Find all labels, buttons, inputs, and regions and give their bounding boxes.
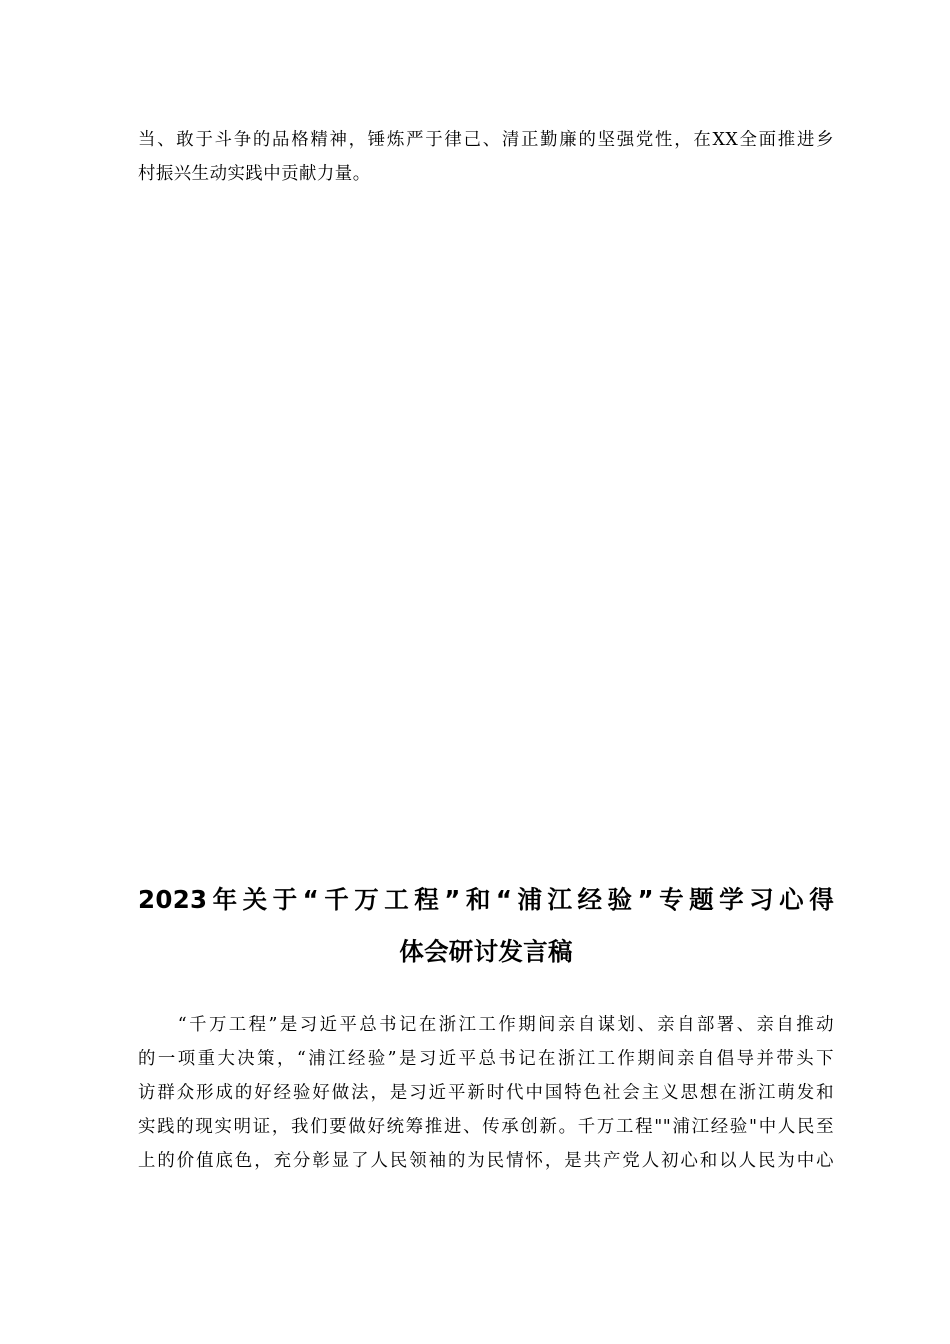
paragraph-line: “千万工程”是习近平总书记在浙江工作期间亲自谋划、亲自部署、亲自推动 [138, 1015, 834, 1035]
title-line: 2023年关于“千万工程”和“浦江经验”专题学习心得 [138, 885, 834, 914]
paragraph-line: 村振兴生动实践中贡献力量。 [138, 164, 371, 184]
paragraph-line: 实践的现实明证，我们要做好统筹推进、传承创新。千万工程""浦江经验"中人民至 [138, 1117, 834, 1137]
paragraph-line: 访群众形成的好经验好做法，是习近平新时代中国特色社会主义思想在浙江萌发和 [138, 1083, 834, 1103]
paragraph-line: 当、敢于斗争的品格精神，锤炼严于律己、清正勤廉的坚强党性，在XX全面推进乡 [138, 130, 834, 150]
paragraph-line: 的一项重大决策，“浦江经验”是习近平总书记在浙江工作期间亲自倡导并带头下 [138, 1049, 834, 1069]
body-paragraph [138, 1008, 834, 1178]
document-title [138, 874, 834, 978]
continued-paragraph [138, 123, 834, 191]
title-line: 体会研讨发言稿 [399, 937, 573, 966]
paragraph-line: 上的价值底色，充分彰显了人民领袖的为民情怀，是共产党人初心和以人民为中心 [138, 1151, 834, 1171]
